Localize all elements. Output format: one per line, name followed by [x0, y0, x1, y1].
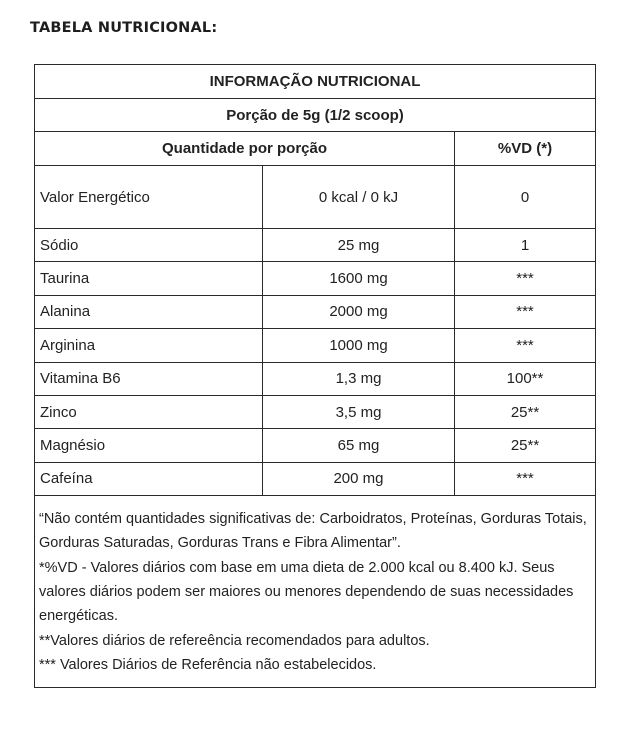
nutrient-vd: *** [455, 329, 596, 362]
nutrient-name: Taurina [35, 262, 263, 295]
nutrient-name: Cafeína [35, 462, 263, 495]
portion-row [35, 99, 596, 132]
nutrient-vd: 25** [455, 395, 596, 428]
nutrient-name: Valor Energético [35, 166, 263, 229]
nutrient-quantity: 65 mg [263, 429, 455, 462]
column-header-vd: %VD (*) [455, 132, 596, 166]
footnote-not-established: *** Valores Diários de Referência não estabelecidos. [39, 656, 377, 673]
nutrient-quantity: 1,3 mg [263, 362, 455, 395]
nutrient-name: Alanina [35, 295, 263, 328]
footnote-vd-basis: *%VD - Valores diários com base em uma dieta de 2.000 kcal ou 8.400 kJ. Seus valores diários podem ser maiores ou menores dependendo de suas necessidades energéticas. [39, 559, 574, 625]
nutrient-quantity: 25 mg [263, 229, 455, 262]
table-title-row [35, 65, 596, 99]
table-title: INFORMAÇÃO NUTRICIONAL [35, 65, 596, 99]
nutrient-vd: 0 [455, 166, 596, 229]
nutrient-quantity: 200 mg [263, 462, 455, 495]
column-header-quantity: Quantidade por porção [35, 132, 455, 166]
nutrient-name: Magnésio [35, 429, 263, 462]
nutrient-quantity: 0 kcal / 0 kJ [263, 166, 455, 229]
table-row [35, 166, 596, 229]
nutrient-name: Arginina [35, 329, 263, 362]
table-row [35, 362, 596, 395]
nutrient-name: Zinco [35, 395, 263, 428]
nutrient-quantity: 1000 mg [263, 329, 455, 362]
column-header-row [35, 132, 596, 166]
footnotes [35, 496, 596, 688]
table-row [35, 462, 596, 495]
nutrient-vd: *** [455, 462, 596, 495]
nutrient-quantity: 1600 mg [263, 262, 455, 295]
nutrient-vd: 25** [455, 429, 596, 462]
nutrient-vd: 100** [455, 362, 596, 395]
nutrient-name: Vitamina B6 [35, 362, 263, 395]
page-heading: TABELA NUTRICIONAL: [30, 20, 218, 36]
nutrient-quantity: 3,5 mg [263, 395, 455, 428]
nutrient-vd: 1 [455, 229, 596, 262]
table-row [35, 429, 596, 462]
nutrient-vd: *** [455, 295, 596, 328]
nutrient-name: Sódio [35, 229, 263, 262]
nutrient-quantity: 2000 mg [263, 295, 455, 328]
table-row [35, 395, 596, 428]
nutrient-vd: *** [455, 262, 596, 295]
nutrition-table [34, 64, 596, 688]
portion-size: Porção de 5g (1/2 scoop) [35, 99, 596, 132]
footnote-reference-values: **Valores diários de refereência recomendados para adultos. [39, 632, 430, 649]
table-row [35, 229, 596, 262]
table-row [35, 295, 596, 328]
footnote-not-significant: “Não contém quantidades significativas de: Carboidratos, Proteínas, Gorduras Totais, Gorduras Saturadas, Gorduras Trans e Fibra Alimentar”. [39, 511, 587, 552]
footnotes-row [35, 496, 596, 688]
table-row [35, 329, 596, 362]
table-row [35, 262, 596, 295]
